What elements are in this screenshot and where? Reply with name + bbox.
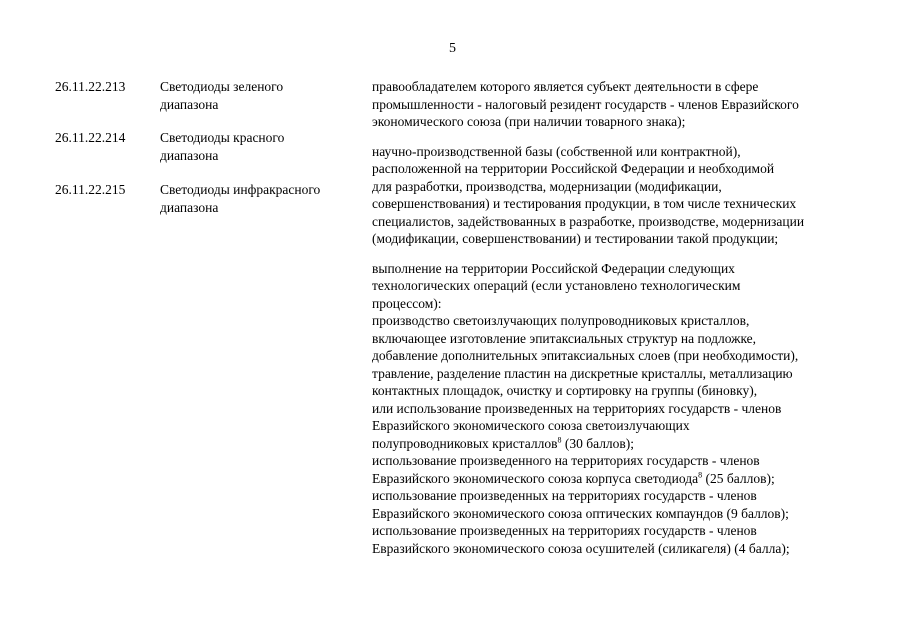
operations-text: (25 баллов); использование произведенных на территориях государств - членов Евразийского экономического союза оптических компаундов (9 баллов); использование произведенных на территориях государств - членов Евразийского экономического союза осушителей (силикагеля) (4 балла); (372, 470, 790, 556)
product-name: Светодиоды зеленого диапазона (160, 79, 284, 112)
product-code: 26.11.22.214 (55, 130, 126, 145)
requirements-column (372, 78, 872, 557)
footnote-marker: 8 (698, 470, 703, 479)
requirement-paragraph: правообладателем которого является субъект деятельности в сфере промышленности - налоговый резидент государств - членов Евразийского экономического союза (при наличии товарного знака); (372, 79, 799, 129)
requirement-paragraph: научно-производственной базы (собственной или контрактной), расположенной на территории Российской Федерации и необходимой для разработки, производства, модернизации (модификации, совершенствования) и тестирования продукции, в том числе технических специалистов, задействованных в разработке, производстве, модернизации (модификации, совершенствовании) и тестировании такой продукции; (372, 143, 805, 246)
footnote-marker: 8 (557, 435, 562, 444)
operations-text: выполнение на территории Российской Федерации следующих технологических операций (если установлено технологическим процессом): производство светоизлучающих полупроводниковых кристаллов, включающее изготовление эпитаксиальных структур на подложке, добавление дополнительных эпитаксиальных слоев (при необходимости), травление, разделение пластин на дискретные кристаллы, металлизацию контактных площадок, очистку и сортировку на группы (биновку), или использование произведенных на территориях государств - членов Евразийского экономического союза светоизлучающих полупроводниковых кристаллов (372, 260, 799, 451)
requirement-paragraph-operations (372, 260, 872, 558)
product-code: 26.11.22.213 (55, 79, 126, 94)
product-code: 26.11.22.215 (55, 182, 126, 197)
operations-text: (30 баллов); использование произведенного на территориях государств - членов Евразийского экономического союза корпуса светодиода (372, 435, 760, 486)
product-name: Светодиоды инфракрасного диапазона (160, 182, 321, 215)
product-name: Светодиоды красного диапазона (160, 130, 285, 163)
page-number: 5 (449, 41, 456, 56)
